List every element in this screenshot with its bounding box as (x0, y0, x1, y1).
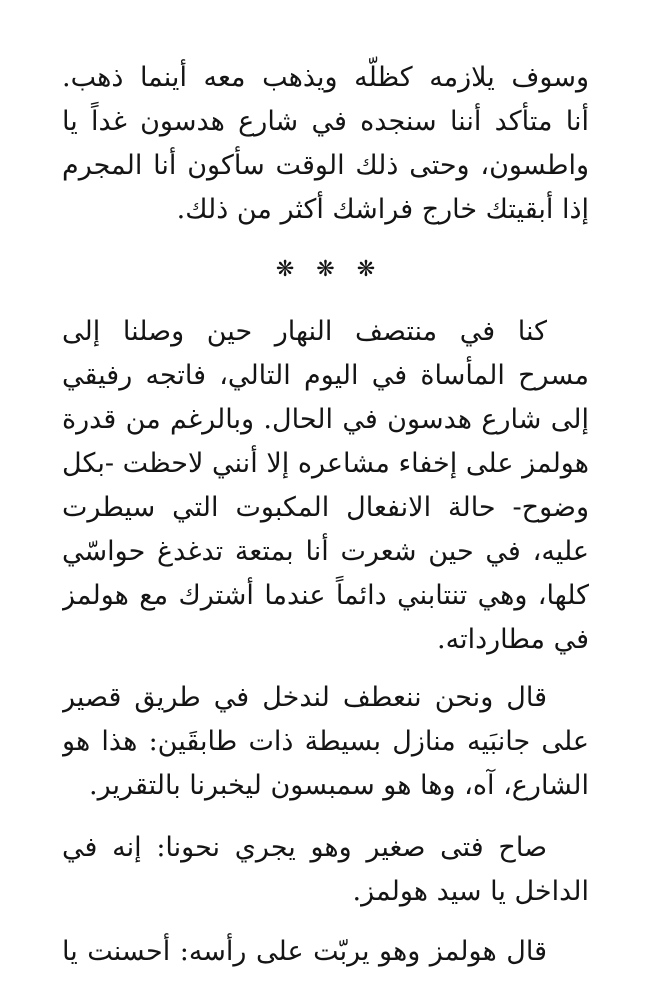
text-line: الشارع، آه، وها هو سمبسون ليخبرنا بالتقرير. (89, 770, 589, 801)
text-line: كنا في منتصف النهار حين وصلنا إلى (62, 316, 547, 347)
text-line: وضوح- حالة الانفعال المكبوت التي سيطرت (62, 492, 589, 523)
text-line: في مطارداته. (437, 624, 589, 655)
text-line: على جانبَيه منازل بسيطة ذات طابقَين: هذا هو (62, 726, 589, 757)
text-line: واطسون، وحتى ذلك الوقت سأكون أنا المجرم (62, 150, 589, 181)
text-line: قال هولمز وهو يربّت على رأسه: أحسنت يا (62, 936, 547, 967)
text-line: مسرح المأساة في اليوم التالي، فاتجه رفيقي (62, 360, 589, 391)
text-line: كلها، وهي تنتابني دائماً عندما أشترك مع هولمز (62, 580, 589, 611)
text-line: إلى شارع هدسون في الحال. وبالرغم من قدرة (62, 404, 589, 435)
section-divider: ❋❋❋ (275, 257, 398, 282)
text-line: قال ونحن ننعطف لندخل في طريق قصير (62, 682, 547, 713)
text-line: صاح فتى صغير وهو يجري نحونا: إنه في (62, 832, 547, 863)
text-line: هولمز على إخفاء مشاعره إلا أنني لاحظت -بكل (62, 448, 589, 479)
text-line: وسوف يلازمه كظلّه ويذهب معه أينما ذهب. (62, 62, 589, 93)
text-line: إذا أبقيتك خارج فراشك أكثر من ذلك. (176, 194, 589, 225)
text-line: الداخل يا سيد هولمز. (352, 876, 589, 907)
text-line: عليه، في حين شعرت أنا بمتعة تدغدغ حواسّي (62, 536, 589, 567)
text-line: أنا متأكد أننا سنجده في شارع هدسون غداً يا (62, 106, 589, 137)
